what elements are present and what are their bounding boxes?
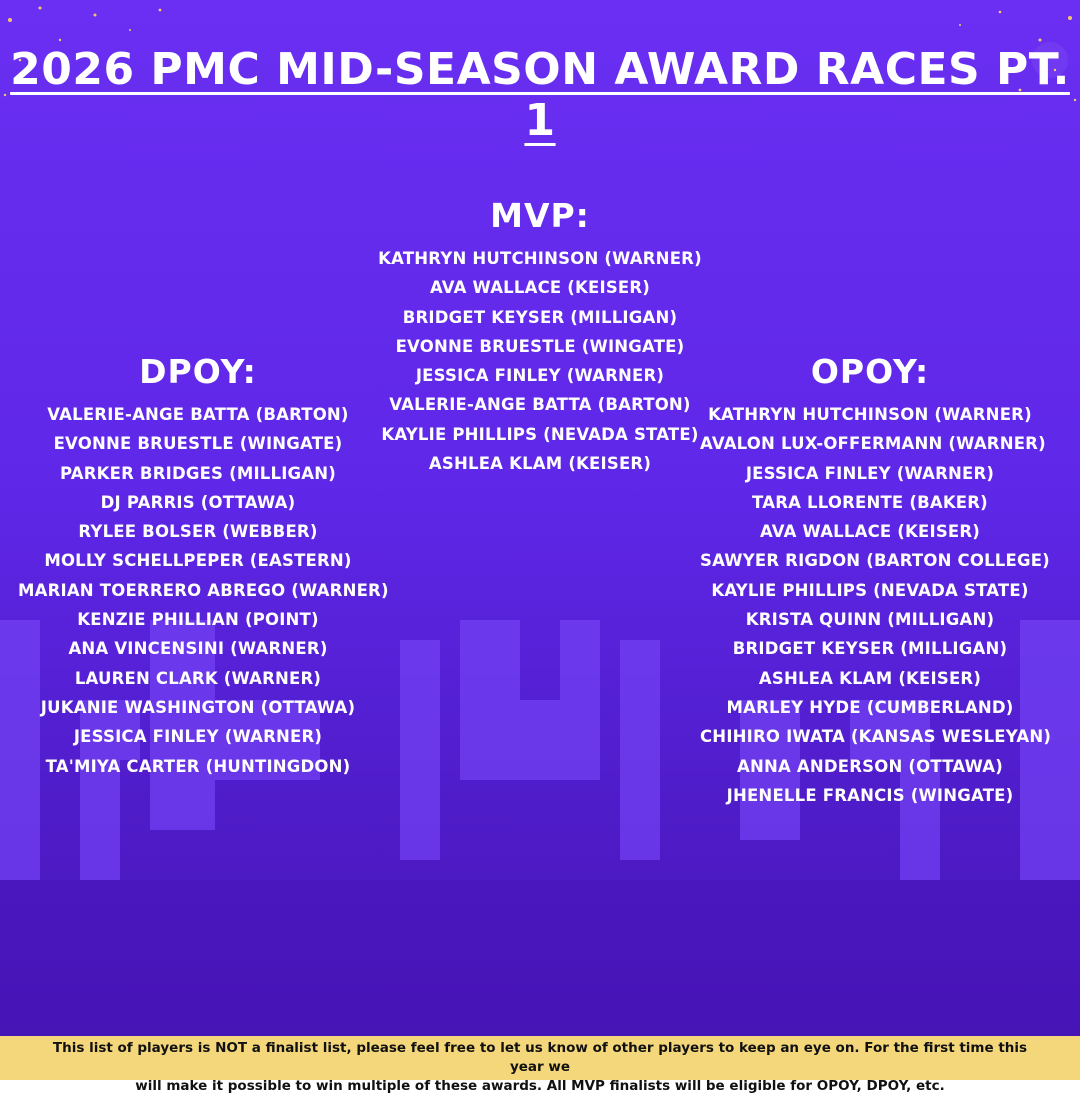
dpoy-list: [18, 400, 389, 781]
list-item: AVA WALLACE (KEISER): [759, 522, 981, 542]
list-item: JUKANIE WASHINGTON (OTTAWA): [40, 697, 356, 717]
list-item: JHENELLE FRANCIS (WINGATE): [726, 785, 1014, 805]
list-item: DJ PARRIS (OTTAWA): [100, 492, 296, 512]
list-item: BRIDGET KEYSER (MILLIGAN): [402, 307, 678, 327]
list-item: AVA WALLACE (KEISER): [429, 278, 651, 298]
list-item: KAYLIE PHILLIPS (NEVADA STATE): [381, 424, 699, 444]
list-item: LAUREN CLARK (WARNER): [74, 668, 322, 688]
list-item: ASHLEA KLAM (KEISER): [758, 668, 982, 688]
list-item: TARA LLORENTE (BAKER): [752, 492, 988, 512]
disclaimer-footer: [0, 1036, 1080, 1094]
dpoy-heading: DPOY:: [139, 352, 257, 391]
list-item: KAYLIE PHILLIPS (NEVADA STATE): [711, 580, 1029, 600]
list-item: MARLEY HYDE (CUMBERLAND): [726, 697, 1014, 717]
list-item: ASHLEA KLAM (KEISER): [428, 454, 652, 474]
disclaimer-line-1: This list of players is NOT a finalist list, please feel free to let us know of other players to keep an eye on. For the first time this year we: [52, 1040, 1028, 1075]
list-item: JESSICA FINLEY (WARNER): [415, 366, 665, 386]
list-item: RYLEE BOLSER (WEBBER): [78, 522, 318, 542]
dpoy-section: [18, 352, 389, 781]
list-item: KENZIE PHILLIAN (POINT): [77, 610, 319, 630]
opoy-heading: OPOY:: [810, 352, 930, 391]
disclaimer-line-2: will make it possible to win multiple of these awards. All MVP finalists will be eligible for OPOY, DPOY, etc.: [135, 1078, 945, 1094]
list-item: KATHRYN HUTCHINSON (WARNER): [378, 249, 702, 268]
list-item: PARKER BRIDGES (MILLIGAN): [59, 463, 337, 483]
list-item: BRIDGET KEYSER (MILLIGAN): [732, 639, 1008, 659]
list-item: AVALON LUX-OFFERMANN (WARNER): [700, 434, 1046, 454]
list-item: VALERIE-ANGE BATTA (BARTON): [47, 405, 349, 424]
list-item: VALERIE-ANGE BATTA (BARTON): [389, 395, 691, 415]
list-item: EVONNE BRUESTLE (WINGATE): [395, 336, 685, 356]
list-item: KATHRYN HUTCHINSON (WARNER): [708, 405, 1032, 424]
list-item: SAWYER RIGDON (BARTON COLLEGE): [700, 551, 1050, 571]
list-item: MARIAN TOERRERO ABREGO (WARNER): [18, 580, 389, 600]
mvp-section: [340, 196, 740, 478]
opoy-list: [700, 400, 1052, 810]
list-item: JESSICA FINLEY (WARNER): [73, 727, 323, 747]
list-item: EVONNE BRUESTLE (WINGATE): [53, 434, 343, 454]
list-item: TA'MIYA CARTER (HUNTINGDON): [45, 756, 351, 776]
list-item: ANNA ANDERSON (OTTAWA): [737, 756, 1003, 776]
list-item: MOLLY SCHELLPEPER (EASTERN): [44, 551, 352, 571]
list-item: ANA VINCENSINI (WARNER): [68, 639, 328, 659]
page-title: 2026 PMC MID-SEASON AWARD RACES PT. 1: [10, 44, 1070, 146]
opoy-section: [700, 352, 1052, 810]
list-item: KRISTA QUINN (MILLIGAN): [745, 610, 995, 630]
mvp-heading: MVP:: [490, 196, 590, 235]
list-item: JESSICA FINLEY (WARNER): [745, 463, 995, 483]
list-item: CHIHIRO IWATA (KANSAS WESLEYAN): [700, 727, 1052, 747]
mvp-list: [340, 244, 740, 478]
